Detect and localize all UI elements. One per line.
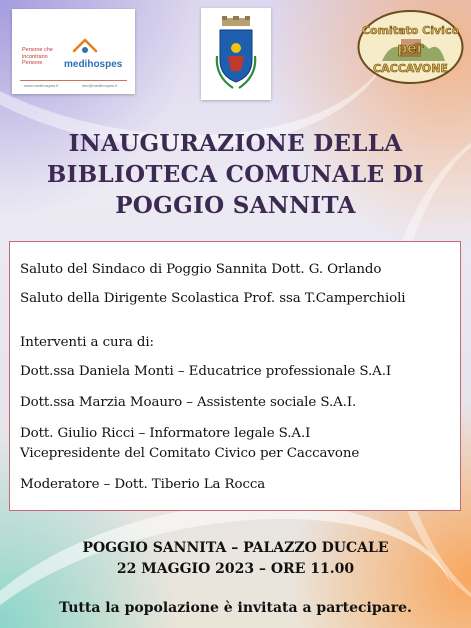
program-line-4: Dott.ssa Daniela Monti – Educatrice professionale S.A.I [20,364,392,379]
invitation-text: Tutta la popolazione è invitata a partecipare. [59,600,412,616]
municipal-crest-logo [201,8,271,100]
program-line-1: Saluto del Sindaco di Poggio Sannita Dott. G. Orlando [20,262,382,277]
program-line-7: Vicepresidente del Comitato Civico per Caccavone [20,446,360,461]
title-line-2: BIBLIOTECA COMUNALE DI [46,161,425,188]
program-box [9,241,461,511]
program-line-2: Saluto della Dirigente Scolastica Prof. ssa T.Camperchioli [20,291,406,306]
title-line-3: POGGIO SANNITA [115,192,356,219]
program-line-5: Dott.ssa Marzia Moauro – Assistente sociale S.A.I. [20,395,357,410]
comitato-civico-logo [357,9,464,85]
crest-icon [213,16,259,92]
venue-place: POGGIO SANNITA – PALAZZO DUCALE [82,540,389,556]
comitato-text-mid: per [397,41,424,57]
poster-title [0,128,471,221]
venue-datetime: 22 MAGGIO 2023 – ORE 11.00 [116,561,355,577]
title-line-1: INAUGURAZIONE DELLA [68,130,403,157]
medihospes-website: www.medihospes.it [24,83,59,88]
medihospes-logo [12,9,135,94]
comitato-text-bottom: CACCAVONE [373,62,448,75]
medihospes-name: medihospes [64,59,123,70]
program-line-8: Moderatore – Dott. Tiberio La Rocca [20,477,266,492]
program-line-3: Interventi a cura di: [20,335,154,350]
program-line-6: Dott. Giulio Ricci – Informatore legale S.A.I [20,426,311,441]
comitato-text-top: Comitato Civico [361,24,460,37]
medihospes-email: info@medihospes.it [82,83,118,88]
house-icon [72,37,98,57]
comitato-emblem-icon [357,9,464,85]
medihospes-tagline: Persone che incontrano Persone [22,47,53,66]
